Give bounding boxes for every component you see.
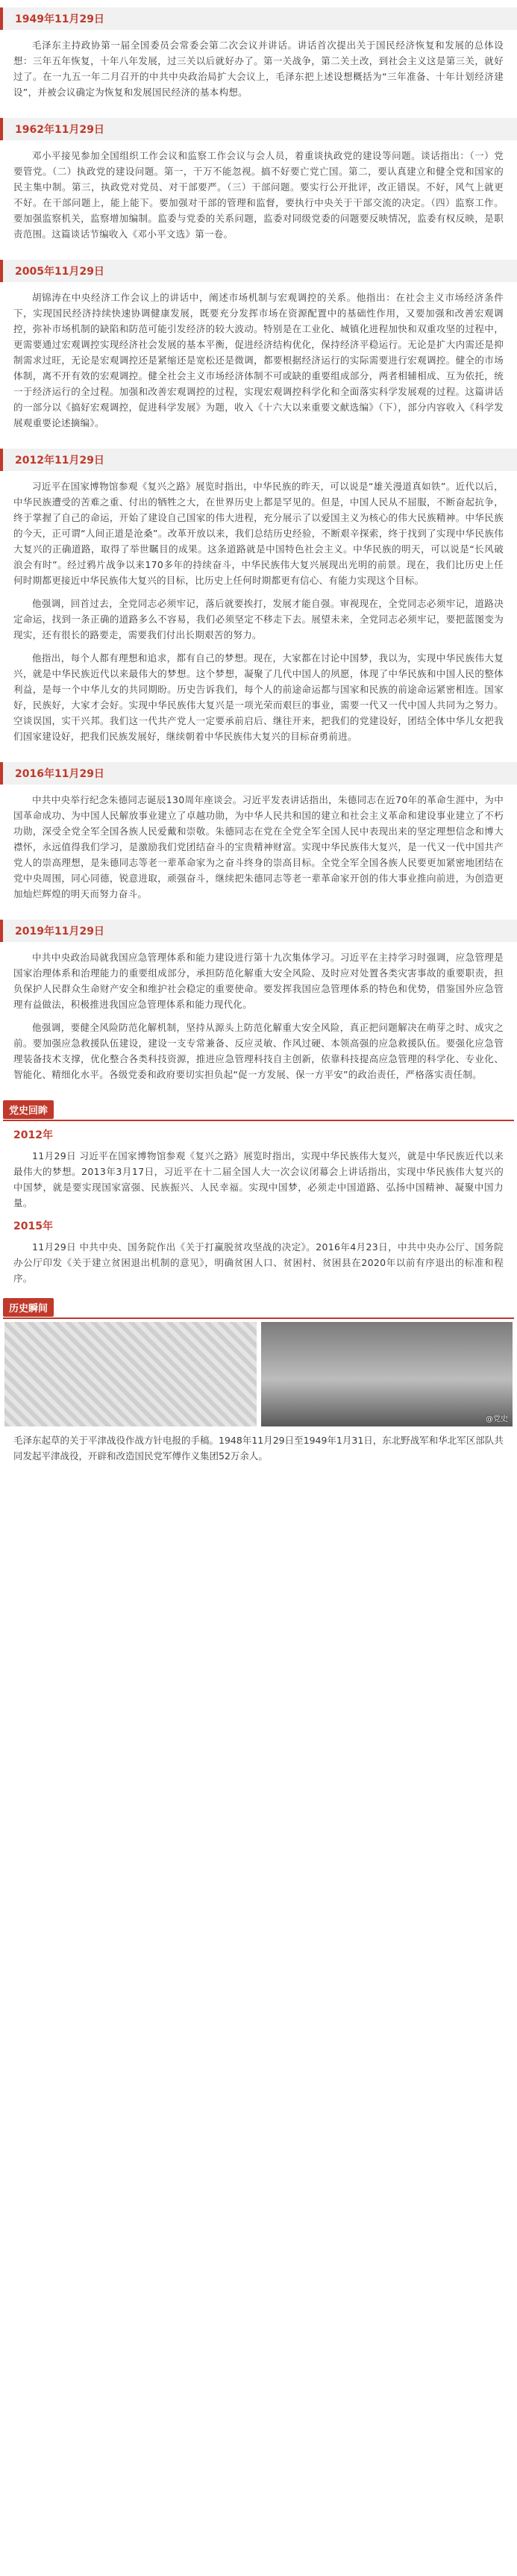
event-paragraph: 中共中央举行纪念朱德同志诞辰130周年座谈会。习近平发表讲话指出，朱德同志在近70年的革命生涯中，为中国革命成功、为中国人民解放事业建立了卓越功勋，为中华人民共和国的建立和社会主义革命和建设事业建立了不朽功勋，深受全党全军全国各族人民爱戴和崇敬。朱德同志在党在全党全军全国人民中表现出来的坚定理想信念和博大襟怀，永远值得我们学习，是激励我们党团结奋斗的宝贵精神财富。实现中华民族伟大复兴，是一代又一代中国共产党人的崇高理想，是朱德同志等老一辈革命家为之奋斗终身的崇高目标。全党全军全国各族人民要更加紧密地团结在党中央周围，同心同德，锐意进取，顽强奋斗，继续把朱德同志等老一辈革命家开创的伟大事业推向前进，为创造更加灿烂辉煌的明天而努力奋斗。 xyxy=(13,794,504,899)
event-block xyxy=(0,0,517,110)
date-bar xyxy=(0,762,517,785)
date-bar xyxy=(0,449,517,471)
event-block xyxy=(0,252,517,441)
event-block xyxy=(0,441,517,755)
event-paragraph: 邓小平接见参加全国组织工作会议和监察工作会议与会人员，着重谈执政党的建设等问题。谈话指出：（一）党要管党。（二）执政党的建设问题。第一，干万不能忽视。搞不好要亡党亡国。第二，要认真建立和健全党和国家的民主集中制。第三，执政党对党员、对干部要严。（三）干部问题。要实行公开批评，改正错误。不好，风气上就更不好。在干部问题上，能上能下。要加强对干部的管理和监督，要执行中央关于干部交流的决定。（四）监察工作。要加强监察机关，监察增加编制。监委与党委的关系问题，监委对同级党委的问题要反映情况，监委有权反映，是职责范围。这篇谈话节编收入《邓小平文选》第一卷。 xyxy=(13,150,504,240)
event-paragraph: 胡锦涛在中央经济工作会议上的讲话中，阐述市场机制与宏观调控的关系。他指出：在社会主义市场经济条件下，实现国民经济持续快速协调健康发展，既要充分发挥市场在资源配置中的基础性作用，又要加强和改善宏观调控，弥补市场机制的缺陷和防范可能引发经济的较大波动。特别是在工业化、城镇化进程加快和双重攻坚的过程中，更需要通过宏观调控实现经济社会发展的基本平衡，促进经济结构优化，保持经济平稳运行。无论是扩大内需还是抑制需求过旺，无论是宏观调控还是紧缩还是宽松还是微调，都要根据经济运行的实际需要进行宏观调控。健全的市场体制，离不开有效的宏观调控。健全社会主义市场经济体制不可或缺的重要组成部分，两者相辅相成、互为依托，统一于经济运行的全过程。加强和改善宏观调控的过程，实现宏观调控科学化和全面落实科学发展观的过程。这篇讲话的一部分以《搞好宏观调控，促进科学发展》为题，收入《十六大以来重要文献选编》（下），部分内容收入《科学发展观重要论述摘编》。 xyxy=(13,292,504,428)
event-paragraph: 他指出，每个人都有理想和追求，都有自己的梦想。现在，大家都在讨论中国梦，我以为，实现中华民族伟大复兴，就是中华民族近代以来最伟大的梦想。这个梦想，凝聚了几代中国人的夙愿，体现了中华民族和中国人民的整体利益，是每一个中华儿女的共同期盼。历史告诉我们，每个人的前途命运都与国家和民族的前途命运紧密相连。国家好，民族好，大家才会好。实现中华民族伟大复兴是一项光荣而艰巨的事业，需要一代又一代中国人共同为之努力。空谈误国，实干兴邦。我们这一代共产党人一定要承前启后、继往开来，把我们的党建设好，团结全体中华儿女把我们国家建设好，把我们民族发展好，继续朝着中华民族伟大复兴的目标奋勇前进。 xyxy=(13,652,504,742)
event-paragraph: 他强调，回首过去，全党同志必须牢记，落后就要挨打，发展才能自强。审视现在，全党同志必须牢记，道路决定命运，找到一条正确的道路多么不容易，我们必须坚定不移走下去。展望未来，全党同志必须牢记，要把蓝图变为现实，还有很长的路要走，需要我们付出长期艰苦的努力。 xyxy=(13,598,504,640)
event-block xyxy=(0,755,517,912)
event-paragraph: 习近平在国家博物馆参观《复兴之路》展览时指出，中华民族的昨天，可以说是“雄关漫道真如铁”。近代以后，中华民族遭受的苦难之重、付出的牺牲之大，在世界历史上都是罕见的。但是，中国人民从不屈服，不断奋起抗争，终于掌握了自己的命运，开始了建设自己国家的伟大进程，充分展示了以爱国主义为核心的伟大民族精神。中华民族的今天，正可谓“人间正道是沧桑”。改革开放以来，我们总结历史经验，不断艰辛探索，终于找到了实现中华民族伟大复兴的正确道路，取得了举世瞩目的成果。这条道路就是中国特色社会主义。中华民族的明天，可以说是“长风破浪会有时”。经过鸦片战争以来170多年的持续奋斗，中华民族伟大复兴展现出光明的前景。现在，我们比历史上任何时期都更接近中华民族伟大复兴的目标，比历史上任何时期都更有信心、有能力实现这个目标。 xyxy=(13,481,504,586)
event-date: 2016年11月29日 xyxy=(15,768,104,780)
event-paragraph: 中共中央政治局就我国应急管理体系和能力建设进行第十九次集体学习。习近平在主持学习时强调，应急管理是国家治理体系和治理能力的重要组成部分，承担防范化解重大安全风险、及时应对处置各类灾害事故的重要职责，担负保护人民群众生命财产安全和维护社会稳定的重要使命。要发挥我国应急管理体系的特色和优势，借鉴国外应急管理有益做法，积极推进我国应急管理体系和能力现代化。 xyxy=(13,952,504,1010)
date-bar xyxy=(0,7,517,30)
history-photos xyxy=(0,1322,517,1426)
history-moment-tag: 历史瞬间 xyxy=(3,1298,54,1317)
history-review-list xyxy=(0,1127,517,1286)
photo-watermark: @党史 xyxy=(486,1415,508,1423)
event-date: 1962年11月29日 xyxy=(15,124,104,136)
event-block xyxy=(0,110,517,252)
history-review-tag: 党史回眸 xyxy=(3,1100,54,1119)
photo-caption: 毛泽东起草的关于平津战役作战方针电报的手稿。1948年11月29日至1949年1月31日，东北野战军和华北军区部队共同发起平津战役，开辟和改造国民党军傅作义集团52万余人。 xyxy=(13,1435,504,1462)
review-year: 2012年 xyxy=(13,1129,53,1141)
section-divider xyxy=(3,1120,514,1121)
battle-photo[interactable] xyxy=(261,1322,513,1426)
history-moment-header xyxy=(0,1297,517,1317)
event-paragraph: 他强调，要健全风险防范化解机制，坚持从源头上防范化解重大安全风险，真正把问题解决在萌芽之时、成灾之前。要加强应急救援队伍建设，建设一支专常兼备、反应灵敏、作风过硬、本领高强的应急救援队伍。要强化应急管理装备技术支撑，优化整合各类科技资源，推进应急管理科技自主创新，依靠科技提高应急管理的科学化、专业化、智能化、精细化水平。各级党委和政府要切实担负起“促一方发展、保一方平安”的政治责任，严格落实责任制。 xyxy=(13,1022,504,1080)
event-block xyxy=(0,912,517,1093)
history-review-header xyxy=(0,1099,517,1120)
date-bar xyxy=(0,920,517,942)
event-date: 2012年11月29日 xyxy=(15,455,104,467)
event-date: 2005年11月29日 xyxy=(15,266,104,278)
review-text: 11月29日 中共中央、国务院作出《关于打赢脱贫攻坚战的决定》。2016年4月23日，中共中央办公厅、国务院办公厅印发《关于建立贫困退出机制的意见》，明确贫困人口、贫困村、贫困县在2020年以前有序退出的标准和程序。 xyxy=(13,1241,504,1284)
review-text: 11月29日 习近平在国家博物馆参观《复兴之路》展览时指出，实现中华民族伟大复兴，就是中华民族近代以来最伟大的梦想。2013年3月17日，习近平在十二届全国人大一次会议闭幕会上讲话指出，实现中华民族伟大复兴的中国梦，就是要实现国家富强、民族振兴、人民幸福。实现中国梦，必须走中国道路、弘扬中国精神、凝聚中国力量。 xyxy=(13,1150,504,1209)
event-paragraph: 毛泽东主持政协第一届全国委员会常委会第二次会议并讲话。讲话首次提出关于国民经济恢复和发展的总体设想：三年五年恢复，十年八年发展，过三关以后就好办了。第一关战争，第二关土改，到社会主义这是第三关，就好过了。在一九五一年二月召开的中共中央政治局扩大会议上，毛泽东把上述设想概括为“三年准备、十年计划经济建设”，并被会议确定为恢复和发展国民经济的基本构想。 xyxy=(13,40,504,98)
event-date: 1949年11月29日 xyxy=(15,13,104,25)
date-bar xyxy=(0,118,517,140)
date-bar xyxy=(0,260,517,282)
event-date: 2019年11月29日 xyxy=(15,926,104,938)
review-year: 2015年 xyxy=(13,1220,53,1232)
section-divider xyxy=(3,1317,514,1319)
manuscript-photo[interactable] xyxy=(4,1322,257,1426)
events-list xyxy=(0,0,517,1093)
